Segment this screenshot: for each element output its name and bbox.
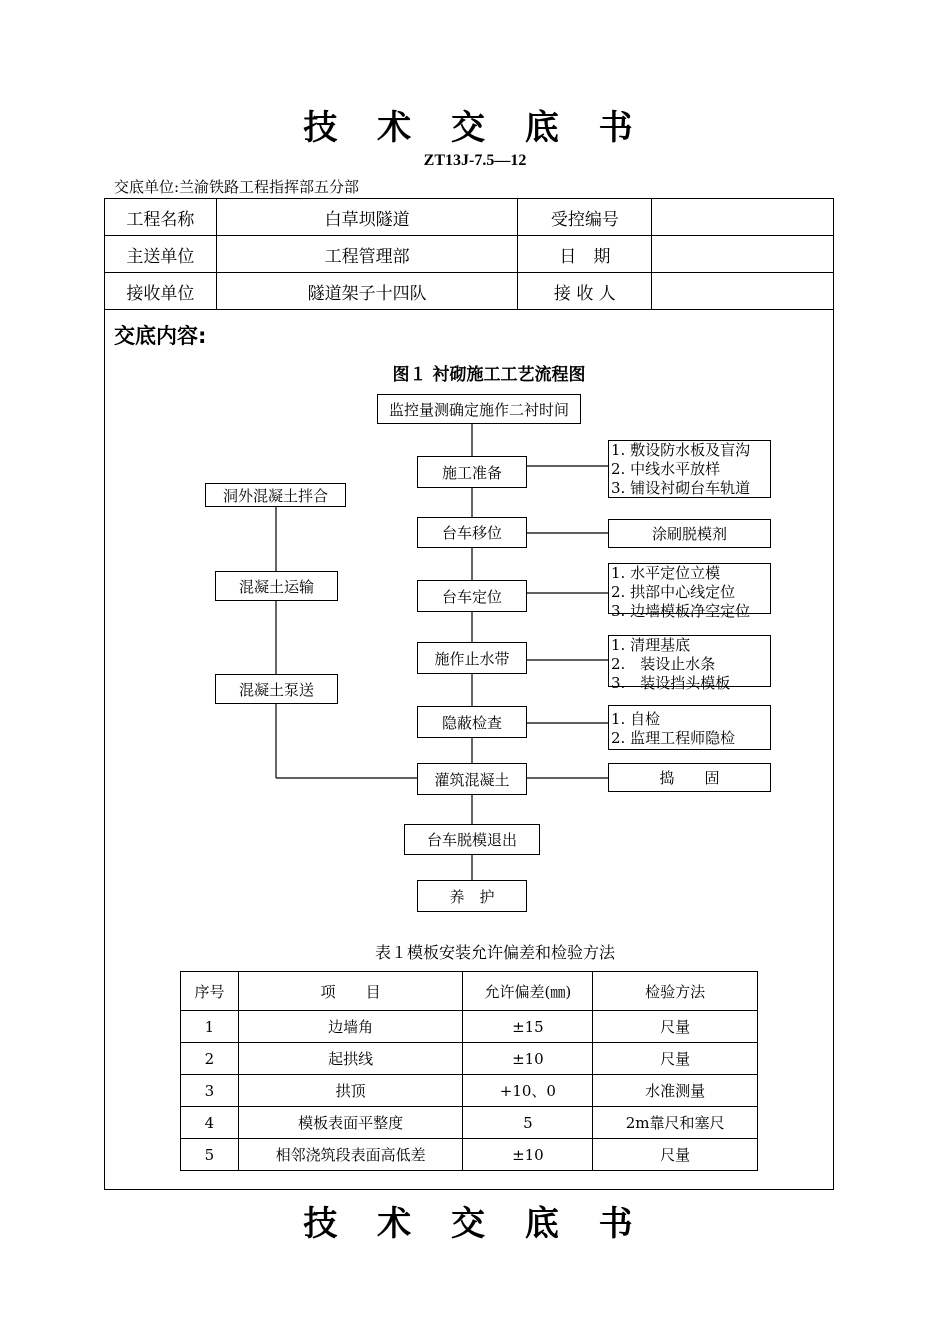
project-name-label: 工程名称 xyxy=(105,199,217,236)
waterstop-note: 1. 清理基底 xyxy=(611,636,691,654)
table-cell: 起拱线 xyxy=(238,1043,463,1075)
table-cell: 3 xyxy=(181,1075,239,1107)
document-title: 技 术 交 底 书 xyxy=(303,108,647,148)
next-page-title: 技 术 交 底 书 xyxy=(303,1204,647,1244)
table-cell: ±15 xyxy=(463,1011,593,1043)
project-name-value: 白草坝隧道 xyxy=(216,199,518,236)
date-label: 日 期 xyxy=(518,236,652,273)
table-row xyxy=(181,1011,758,1043)
flow-step-demold: 台车脱模退出 xyxy=(404,824,540,855)
waterstop-note: 3. 装设挡头模板 xyxy=(611,674,731,692)
position-note: 2. 拱部中心线定位 xyxy=(611,583,736,601)
table-cell: ±10 xyxy=(463,1043,593,1075)
table-cell: ±10 xyxy=(463,1139,593,1171)
waterstop-note: 2. 装设止水条 xyxy=(611,655,716,673)
table-cell: 1 xyxy=(181,1011,239,1043)
flow-step-monitor: 监控量测确定施作二衬时间 xyxy=(377,394,581,424)
inspect-notes-box xyxy=(608,705,771,750)
table-cell: 5 xyxy=(181,1139,239,1171)
table-header-row xyxy=(181,972,758,1011)
flow-step-move: 台车移位 xyxy=(417,517,527,548)
header-cell: 项 目 xyxy=(238,972,463,1011)
flow-step-pump: 混凝土泵送 xyxy=(215,674,338,704)
pour-note-box: 捣 固 xyxy=(608,763,771,792)
content-label: 交底内容: xyxy=(114,324,207,348)
flowchart-title: 图１ 衬砌施工工艺流程图 xyxy=(392,365,586,385)
issuing-unit: 交底单位:兰渝铁路工程指挥部五分部 xyxy=(114,178,360,196)
header-cell: 允许偏差(㎜) xyxy=(463,972,593,1011)
position-note: 3. 边墙模板净空定位 xyxy=(611,602,751,620)
prep-note: 1. 敷设防水板及盲沟 xyxy=(611,441,751,459)
control-number-label: 受控编号 xyxy=(518,199,652,236)
sender-label: 主送单位 xyxy=(105,236,217,273)
move-note-box: 涂刷脱模剂 xyxy=(608,519,771,548)
table-row xyxy=(181,1043,758,1075)
table-cell: 边墙角 xyxy=(238,1011,463,1043)
flow-step-cure: 养 护 xyxy=(417,880,527,912)
table-cell: 水准测量 xyxy=(593,1075,758,1107)
sender-value: 工程管理部 xyxy=(216,236,518,273)
table-cell: 模板表面平整度 xyxy=(238,1107,463,1139)
header-cell: 检验方法 xyxy=(593,972,758,1011)
flow-step-waterstop: 施作止水带 xyxy=(417,642,527,674)
table-row xyxy=(181,1075,758,1107)
prep-note: 2. 中线水平放样 xyxy=(611,460,721,478)
table-cell: 相邻浇筑段表面高低差 xyxy=(238,1139,463,1171)
table-cell: 尺量 xyxy=(593,1139,758,1171)
table-cell: 尺量 xyxy=(593,1043,758,1075)
position-notes-box xyxy=(608,563,771,620)
document-number: ZT13J-7.5—12 xyxy=(423,152,527,169)
position-note: 1. 水平定位立模 xyxy=(611,564,721,582)
receiver-label: 接收单位 xyxy=(105,273,217,310)
receiver-value: 隧道架子十四队 xyxy=(216,273,518,310)
table-cell: 尺量 xyxy=(593,1011,758,1043)
flow-step-mix: 洞外混凝土拌合 xyxy=(205,483,346,507)
tolerance-table xyxy=(180,971,758,1171)
prep-note: 3. 铺设衬砌台车轨道 xyxy=(611,479,751,497)
tolerance-table-title: 表１模板安装允许偏差和检验方法 xyxy=(374,943,615,962)
table-row xyxy=(181,1139,758,1171)
waterstop-notes-box xyxy=(608,635,771,692)
flow-step-transport: 混凝土运输 xyxy=(215,571,338,601)
table-cell: 4 xyxy=(181,1107,239,1139)
table-cell: 2m靠尺和塞尺 xyxy=(593,1107,758,1139)
table-cell: +10、0 xyxy=(463,1075,593,1107)
table-cell: 拱顶 xyxy=(238,1075,463,1107)
prep-notes-box xyxy=(608,440,771,498)
flow-step-position: 台车定位 xyxy=(417,580,527,612)
flow-step-pour: 灌筑混凝土 xyxy=(417,763,527,795)
inspect-note: 2. 监理工程师隐检 xyxy=(611,729,736,747)
inspect-note: 1. 自检 xyxy=(611,710,661,728)
flow-step-prep: 施工准备 xyxy=(417,456,527,488)
recipient-label: 接 收 人 xyxy=(518,273,652,310)
flow-step-inspect: 隐蔽检查 xyxy=(417,706,527,738)
table-cell: 2 xyxy=(181,1043,239,1075)
table-row xyxy=(181,1107,758,1139)
header-cell: 序号 xyxy=(181,972,239,1011)
table-cell: 5 xyxy=(463,1107,593,1139)
